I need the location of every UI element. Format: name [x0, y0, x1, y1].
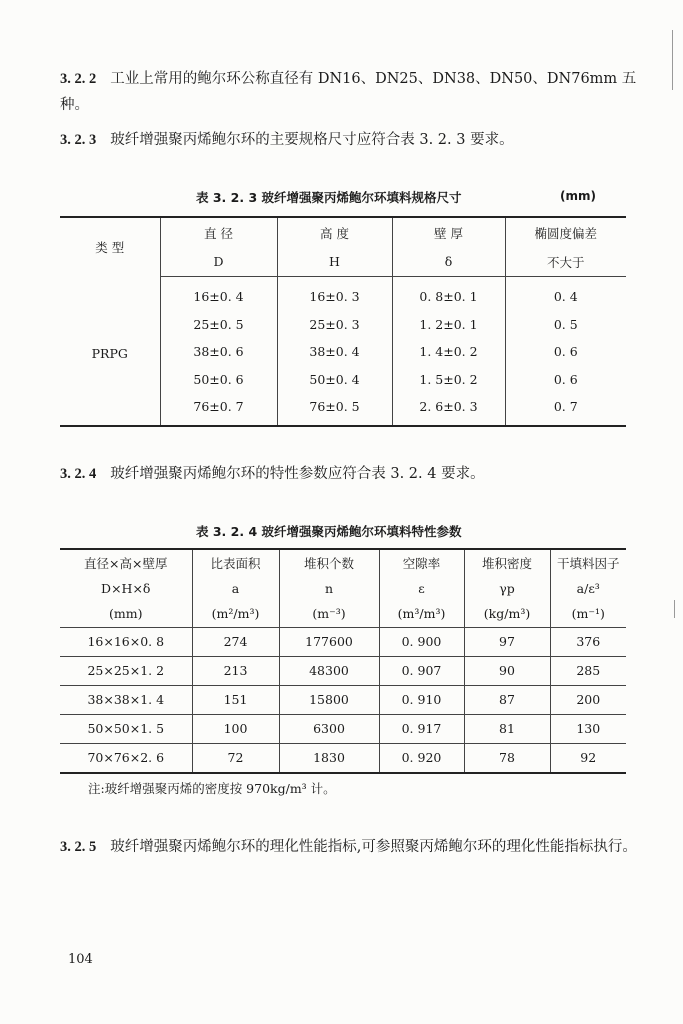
- cell-specific-surface: 151: [192, 685, 279, 714]
- cell-ovality: 0. 4: [505, 277, 626, 311]
- table-caption-3-2-3: 表 3. 2. 3 玻纤增强聚丙烯鲍尔环填料规格尺寸: [196, 190, 462, 205]
- section-number: 3. 2. 4: [60, 466, 97, 482]
- table-row: [60, 656, 626, 685]
- header-count: 堆积个数: [279, 549, 379, 576]
- header-dimensions: 直径×高×壁厚: [84, 555, 168, 571]
- header-unit: (m²/m³): [192, 601, 279, 627]
- cell-ovality: 0. 6: [505, 338, 626, 366]
- cell-bulk-density: 81: [464, 714, 550, 743]
- cell-voidage: 0. 910: [379, 685, 464, 714]
- cell-voidage: 0. 907: [379, 656, 464, 685]
- cell-count: 1830: [279, 743, 379, 773]
- cell-wall: 1. 4±0. 2: [392, 338, 505, 366]
- header-unit: (m³/m³): [379, 601, 464, 627]
- table-row: [60, 627, 626, 656]
- header-packing-factor: 干填料因子: [550, 549, 626, 576]
- header-symbol: ε: [379, 576, 464, 602]
- header-type: 类 型: [95, 240, 125, 256]
- cell-height: 50±0. 4: [277, 366, 392, 394]
- section-number: 3. 2. 5: [60, 839, 97, 855]
- header-diameter-symbol: D: [160, 247, 277, 277]
- header-unit: (kg/m³): [464, 601, 550, 627]
- header-unit: (mm): [60, 601, 192, 627]
- cell-dimensions: 38×38×1. 4: [60, 685, 192, 714]
- cell-dimensions: 50×50×1. 5: [60, 714, 192, 743]
- header-specific-surface: 比表面积: [192, 549, 279, 576]
- cell-count: 177600: [279, 627, 379, 656]
- header-symbol: n: [279, 576, 379, 602]
- header-ovality-sub: 不大于: [505, 247, 626, 277]
- table-row: [60, 277, 626, 311]
- cell-height: 16±0. 3: [277, 277, 392, 311]
- header-symbol: a/ε³: [550, 576, 626, 602]
- cell-diameter: 16±0. 4: [160, 277, 277, 311]
- table-row: [60, 743, 626, 773]
- page-number: 104: [68, 952, 93, 967]
- paragraph-3-2-4: [60, 461, 640, 487]
- table-row: [60, 685, 626, 714]
- header-unit: (m⁻³): [279, 601, 379, 627]
- paragraph-text: 玻纤增强聚丙烯鲍尔环的理化性能指标,可参照聚丙烯鲍尔环的理化性能指标执行。: [110, 839, 637, 855]
- cell-ovality: 0. 6: [505, 366, 626, 394]
- header-symbol: a: [192, 576, 279, 602]
- header-unit: (m⁻¹): [550, 601, 626, 627]
- paragraph-text: 玻纤增强聚丙烯鲍尔环的主要规格尺寸应符合表 3. 2. 3 要求。: [110, 132, 514, 148]
- cell-diameter: 76±0. 7: [160, 393, 277, 426]
- cell-ovality: 0. 5: [505, 311, 626, 339]
- table-unit: (mm): [560, 189, 596, 203]
- table-3-2-4: [60, 548, 626, 774]
- scan-artifact: [674, 600, 675, 618]
- header-symbol: D×H×δ: [101, 580, 151, 596]
- cell-packing-factor: 285: [550, 656, 626, 685]
- cell-packing-factor: 92: [550, 743, 626, 773]
- section-number: 3. 2. 2: [60, 71, 97, 87]
- cell-dimensions: 70×76×2. 6: [87, 750, 165, 765]
- cell-height: 38±0. 4: [277, 338, 392, 366]
- header-diameter: 直 径: [160, 217, 277, 247]
- cell-packing-factor: 376: [550, 627, 626, 656]
- header-height: 高 度: [277, 217, 392, 247]
- cell-wall: 0. 8±0. 1: [392, 277, 505, 311]
- cell-height: 76±0. 5: [277, 393, 392, 426]
- cell-dimensions: 16×16×0. 8: [60, 627, 192, 656]
- cell-wall: 1. 2±0. 1: [392, 311, 505, 339]
- cell-bulk-density: 87: [464, 685, 550, 714]
- cell-wall: 1. 5±0. 2: [392, 366, 505, 394]
- cell-bulk-density: 78: [464, 743, 550, 773]
- cell-count: 15800: [279, 685, 379, 714]
- cell-voidage: 0. 917: [379, 714, 464, 743]
- cell-specific-surface: 72: [192, 743, 279, 773]
- header-wall-symbol: δ: [392, 247, 505, 277]
- table-note: 注:玻纤增强聚丙烯的密度按 970kg/m³ 计。: [88, 781, 336, 796]
- cell-packing-factor: 130: [550, 714, 626, 743]
- cell-ovality: 0. 7: [505, 393, 626, 426]
- header-bulk-density: 堆积密度: [464, 549, 550, 576]
- header-height-symbol: H: [277, 247, 392, 277]
- cell-specific-surface: 213: [192, 656, 279, 685]
- cell-dimensions: 25×25×1. 2: [60, 656, 192, 685]
- cell-diameter: 25±0. 5: [160, 311, 277, 339]
- cell-bulk-density: 90: [464, 656, 550, 685]
- cell-diameter: 38±0. 6: [160, 338, 277, 366]
- header-voidage: 空隙率: [379, 549, 464, 576]
- cell-specific-surface: 100: [192, 714, 279, 743]
- cell-wall: 2. 6±0. 3: [392, 393, 505, 426]
- cell-voidage: 0. 920: [379, 743, 464, 773]
- header-wall-thickness: 壁 厚: [392, 217, 505, 247]
- cell-bulk-density: 97: [464, 627, 550, 656]
- paragraph-3-2-2: [60, 66, 640, 118]
- cell-voidage: 0. 900: [379, 627, 464, 656]
- scan-artifact: [672, 30, 673, 90]
- cell-type: PRPG: [91, 346, 128, 361]
- table-caption-3-2-4: 表 3. 2. 4 玻纤增强聚丙烯鲍尔环填料特性参数: [196, 524, 462, 539]
- section-number: 3. 2. 3: [60, 132, 97, 148]
- table-3-2-3: [60, 216, 626, 427]
- paragraph-3-2-5: [60, 834, 640, 860]
- paragraph-3-2-3: [60, 127, 640, 153]
- table-row: [60, 714, 626, 743]
- paragraph-text: 工业上常用的鲍尔环公称直径有 DN16、DN25、DN38、DN50、DN76mm 五种。: [60, 71, 637, 113]
- cell-count: 6300: [279, 714, 379, 743]
- paragraph-text: 玻纤增强聚丙烯鲍尔环的特性参数应符合表 3. 2. 4 要求。: [110, 466, 485, 482]
- cell-count: 48300: [279, 656, 379, 685]
- cell-diameter: 50±0. 6: [160, 366, 277, 394]
- header-ovality: 椭圆度偏差: [505, 217, 626, 247]
- cell-height: 25±0. 3: [277, 311, 392, 339]
- cell-specific-surface: 274: [192, 627, 279, 656]
- cell-packing-factor: 200: [550, 685, 626, 714]
- header-symbol: γp: [464, 576, 550, 602]
